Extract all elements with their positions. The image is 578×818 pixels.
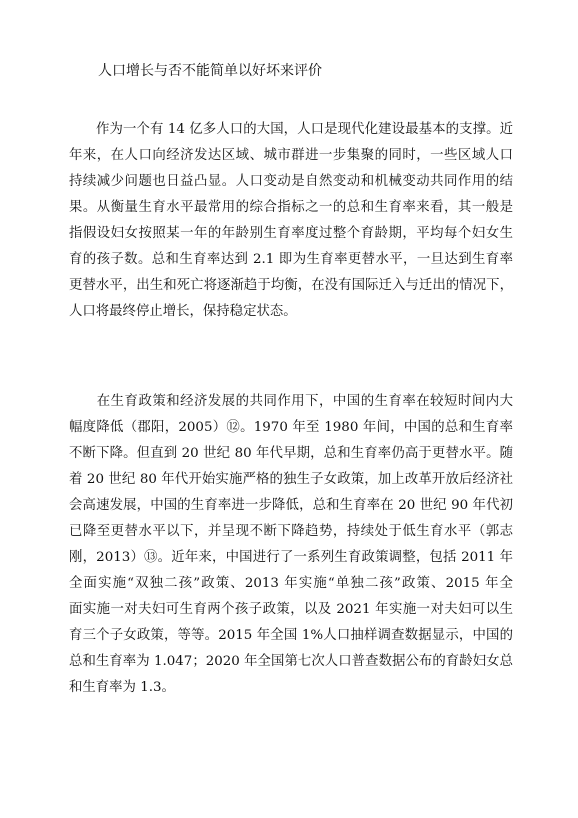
paragraph-line: 面实施一对夫妇可生育两个孩子政策，以及 2021 年实施一对夫妇可以生 <box>69 602 513 617</box>
paragraph-line: 指假设妇女按照某一年的年龄别生育率度过整个育龄期，平均每个妇女生 <box>69 226 513 241</box>
paragraph-line: 和生育率为 1.3。 <box>69 680 175 695</box>
paragraph-line: 刚，2013）⑬。近年来，中国进行了一系列生育政策调整，包括 2011 年 <box>69 550 513 565</box>
paragraph-line: 不断下降。但直到 20 世纪 80 年代早期，总和生育率仍高于更替水平。随 <box>69 446 513 461</box>
paragraph-line: 作为一个有 14 亿多人口的大国，人口是现代化建设最基本的支撑。近 <box>69 122 513 137</box>
paragraph-line: 育的孩子数。总和生育率达到 2.1 即为生育率更替水平，一旦达到生育率 <box>69 252 513 267</box>
paragraph-line: 在生育政策和经济发展的共同作用下，中国的生育率在较短时间内大 <box>69 394 513 409</box>
paragraph-line: 育三个子女政策，等等。2015 年全国 1%人口抽样调查数据显示，中国的 <box>69 628 513 643</box>
paragraph-line: 总和生育率为 1.047；2020 年全国第七次人口普查数据公布的育龄妇女总 <box>69 654 513 669</box>
paragraph-line: 年来，在人口向经济发达区域、城市群进一步集聚的同时，一些区域人口 <box>69 148 513 163</box>
paragraph-2 <box>69 389 513 701</box>
paragraph-line: 果。从衡量生育水平最常用的综合指标之一的总和生育率来看，其一般是 <box>69 200 513 215</box>
article-title: 人口增长与否不能简单以好坏来评价 <box>98 63 322 79</box>
paragraph-line: 更替水平，出生和死亡将逐渐趋于均衡，在没有国际迁入与迁出的情况下， <box>69 278 513 293</box>
paragraph-line: 人口将最终停止增长，保持稳定状态。 <box>69 304 297 319</box>
paragraph-line: 幅度降低（郡阳，2005）⑫。1970 年至 1980 年间，中国的总和生育率 <box>69 420 513 435</box>
paragraph-line: 着 20 世纪 80 年代开始实施严格的独生子女政策，加上改革开放后经济社 <box>69 472 513 487</box>
paragraph-line: 已降至更替水平以下，并呈现不断下降趋势，持续处于低生育水平（郭志 <box>69 524 513 539</box>
paragraph-line: 持续减少问题也日益凸显。人口变动是自然变动和机械变动共同作用的结 <box>69 174 513 189</box>
paragraph-line: 会高速发展，中国的生育率进一步降低，总和生育率在 20 世纪 90 年代初 <box>69 498 513 513</box>
paragraph-line: 全面实施“双独二孩”政策、2013 年实施“单独二孩”政策、2015 年全 <box>69 576 513 591</box>
paragraph-1 <box>69 117 513 325</box>
